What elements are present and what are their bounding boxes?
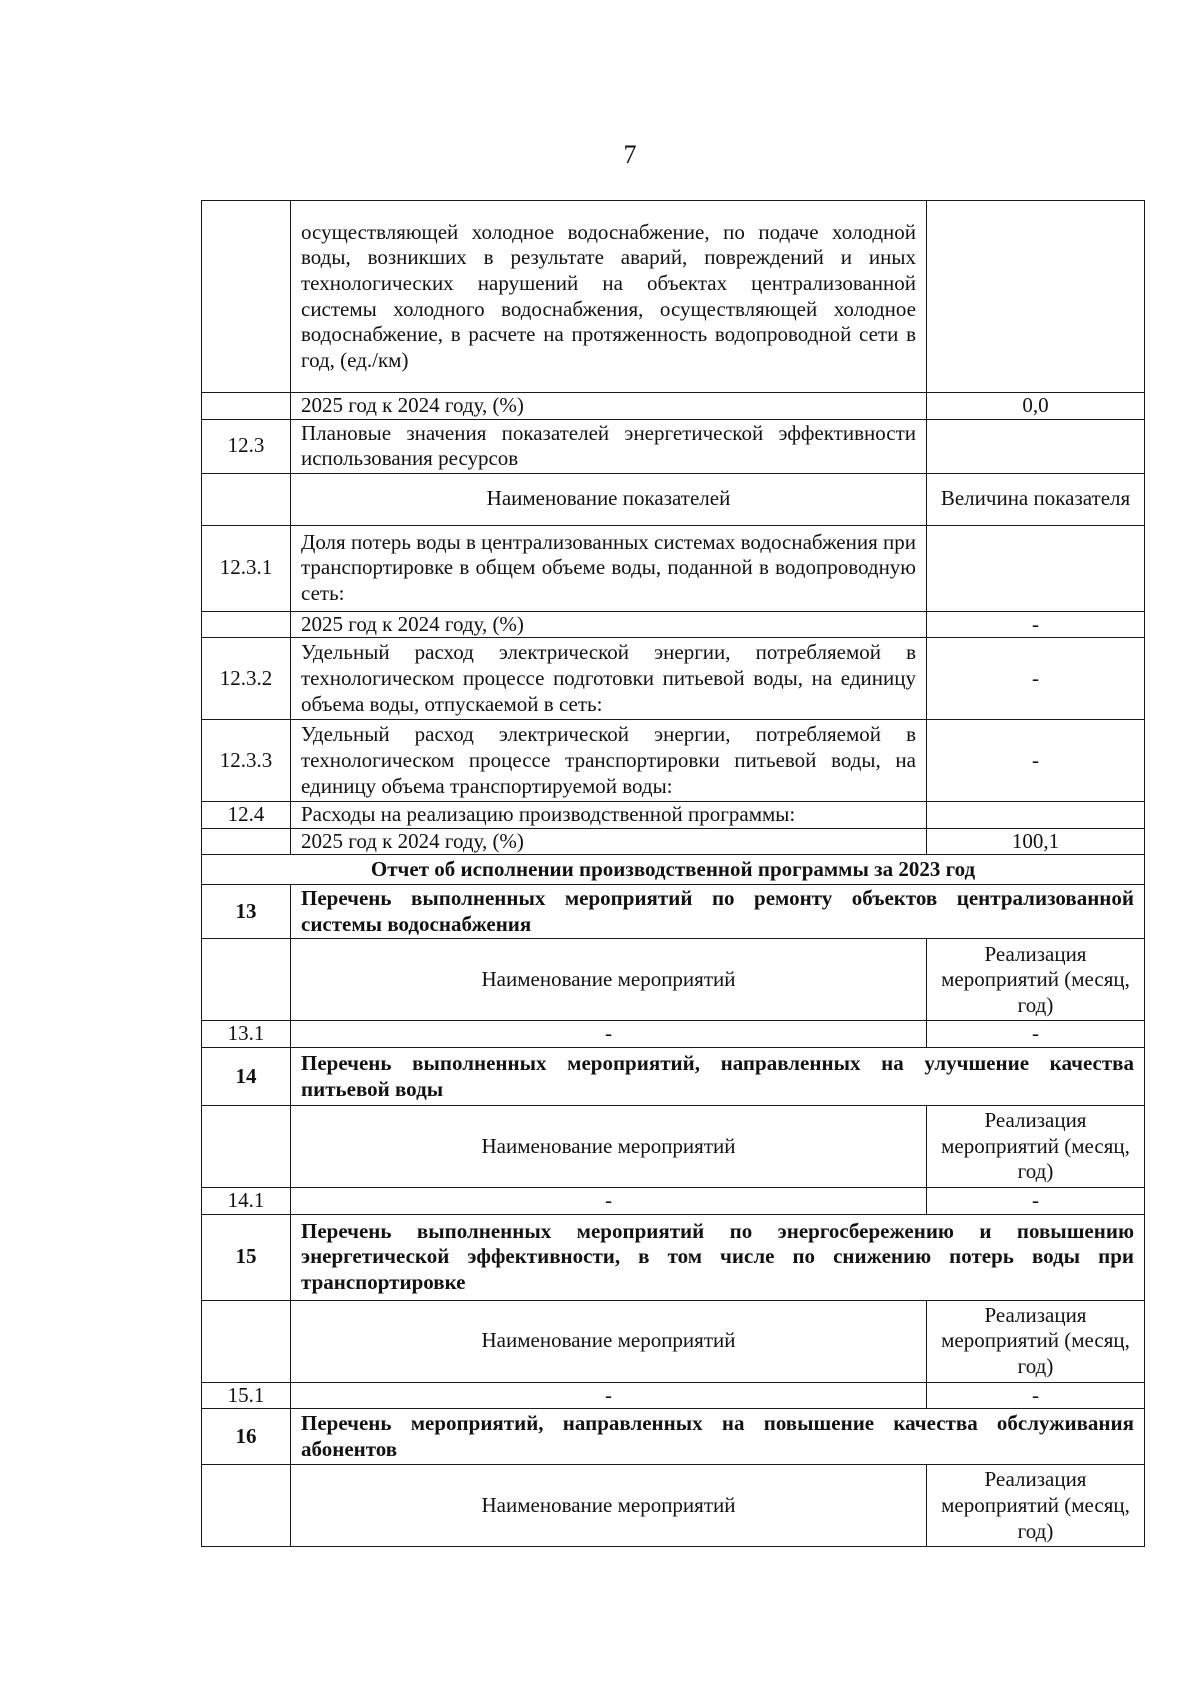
table-row: [202, 611, 1145, 638]
row-number-cell: 14.1: [202, 1188, 291, 1215]
table-row: [202, 828, 1145, 855]
row-number-cell: 16: [202, 1409, 291, 1465]
table-row: [202, 885, 1145, 939]
value-cell: 100,1: [927, 828, 1145, 855]
row-number-cell: 12.3.1: [202, 525, 291, 611]
row-number-cell: 13.1: [202, 1021, 291, 1048]
period-text: 2025 год к 2024 году, (%): [291, 828, 927, 855]
table-row: [202, 1021, 1145, 1048]
indicator-text: Доля потерь воды в централизованных системах водоснабжения при транспортировке в общем объеме воды, поданной в водопроводную сеть:: [291, 525, 927, 611]
table-row: [202, 419, 1145, 473]
row-number-cell: 12.3.3: [202, 720, 291, 802]
table-row: [202, 1214, 1145, 1300]
activity-text: -: [291, 1021, 927, 1048]
value-cell: -: [927, 638, 1145, 720]
indicator-text: Удельный расход электрической энергии, потребляемой в технологическом процессе подготовки питьевой воды, на единицу объема воды, отпускаемой в сеть:: [291, 638, 927, 720]
table-row: [202, 525, 1145, 611]
value-cell: -: [927, 1188, 1145, 1215]
row-number-cell: 13: [202, 885, 291, 939]
section-heading: Перечень выполненных мероприятий по энергосбережению и повышению энергетической эффективности, в том числе по снижению потерь воды при транспортировке: [291, 1214, 1145, 1300]
table-row: [202, 1409, 1145, 1465]
row-number-cell: 14: [202, 1048, 291, 1106]
table-row: [202, 1188, 1145, 1215]
indicator-text: Удельный расход электрической энергии, потребляемой в технологическом процессе транспортировки питьевой воды, на единицу объема транспортируемой воды:: [291, 720, 927, 802]
table-row: [202, 1300, 1145, 1382]
row-number-cell: [202, 939, 291, 1021]
row-number-cell: [202, 473, 291, 525]
section-heading: Перечень выполненных мероприятий по ремонту объектов централизованной системы водоснабжения: [291, 885, 1145, 939]
table-row: [202, 939, 1145, 1021]
activity-text: -: [291, 1382, 927, 1409]
period-text: 2025 год к 2024 году, (%): [291, 611, 927, 638]
column-header-value: Реализация мероприятий (месяц, год): [927, 1106, 1145, 1188]
table-row: [202, 1048, 1145, 1106]
table-row: [202, 1382, 1145, 1409]
production-program-table: [201, 200, 1145, 1547]
table-row: [202, 201, 1145, 393]
activity-text: -: [291, 1188, 927, 1215]
indicator-text: осуществляющей холодное водоснабжение, по подаче холодной воды, возникших в результате аварий, повреждений и иных технологических нарушений на объектах централизованной системы холодного водоснабжения, осуществляющей холодное водоснабжение, в расчете на протяженность водопроводной сети в год, (ед./км): [291, 201, 927, 393]
column-header-value: Реализация мероприятий (месяц, год): [927, 1300, 1145, 1382]
value-cell: [927, 419, 1145, 473]
column-header-value: Величина показателя: [927, 473, 1145, 525]
table-row: [202, 855, 1145, 885]
column-header-name: Наименование мероприятий: [291, 939, 927, 1021]
column-header-name: Наименование показателей: [291, 473, 927, 525]
column-header-value: Реализация мероприятий (месяц, год): [927, 939, 1145, 1021]
row-number-cell: 15.1: [202, 1382, 291, 1409]
row-number-cell: [202, 1300, 291, 1382]
value-cell: [927, 201, 1145, 393]
row-number-cell: [202, 393, 291, 420]
row-number-cell: 12.4: [202, 802, 291, 829]
table-row: [202, 1465, 1145, 1547]
row-number-cell: [202, 201, 291, 393]
table-row: [202, 1106, 1145, 1188]
section-heading: Перечень мероприятий, направленных на повышение качества обслуживания абонентов: [291, 1409, 1145, 1465]
row-number-cell: [202, 1465, 291, 1547]
row-number-cell: [202, 1106, 291, 1188]
table-row: [202, 802, 1145, 829]
column-header-name: Наименование мероприятий: [291, 1300, 927, 1382]
row-number-cell: [202, 611, 291, 638]
row-number-cell: 12.3.2: [202, 638, 291, 720]
table-row: [202, 638, 1145, 720]
section-heading: Перечень выполненных мероприятий, направленных на улучшение качества питьевой воды: [291, 1048, 1145, 1106]
table-row: [202, 473, 1145, 525]
value-cell: [927, 525, 1145, 611]
value-cell: -: [927, 1021, 1145, 1048]
value-cell: 0,0: [927, 393, 1145, 420]
indicator-text: Расходы на реализацию производственной программы:: [291, 802, 927, 829]
table-row: [202, 393, 1145, 420]
page-number: 7: [623, 140, 637, 169]
period-text: 2025 год к 2024 году, (%): [291, 393, 927, 420]
value-cell: -: [927, 611, 1145, 638]
row-number-cell: [202, 828, 291, 855]
column-header-name: Наименование мероприятий: [291, 1465, 927, 1547]
indicator-text: Плановые значения показателей энергетической эффективности использования ресурсов: [291, 419, 927, 473]
section-title: Отчет об исполнении производственной программы за 2023 год: [202, 855, 1145, 885]
row-number-cell: 15: [202, 1214, 291, 1300]
value-cell: -: [927, 1382, 1145, 1409]
value-cell: -: [927, 720, 1145, 802]
column-header-name: Наименование мероприятий: [291, 1106, 927, 1188]
column-header-value: Реализация мероприятий (месяц, год): [927, 1465, 1145, 1547]
value-cell: [927, 802, 1145, 829]
table-row: [202, 720, 1145, 802]
row-number-cell: 12.3: [202, 419, 291, 473]
